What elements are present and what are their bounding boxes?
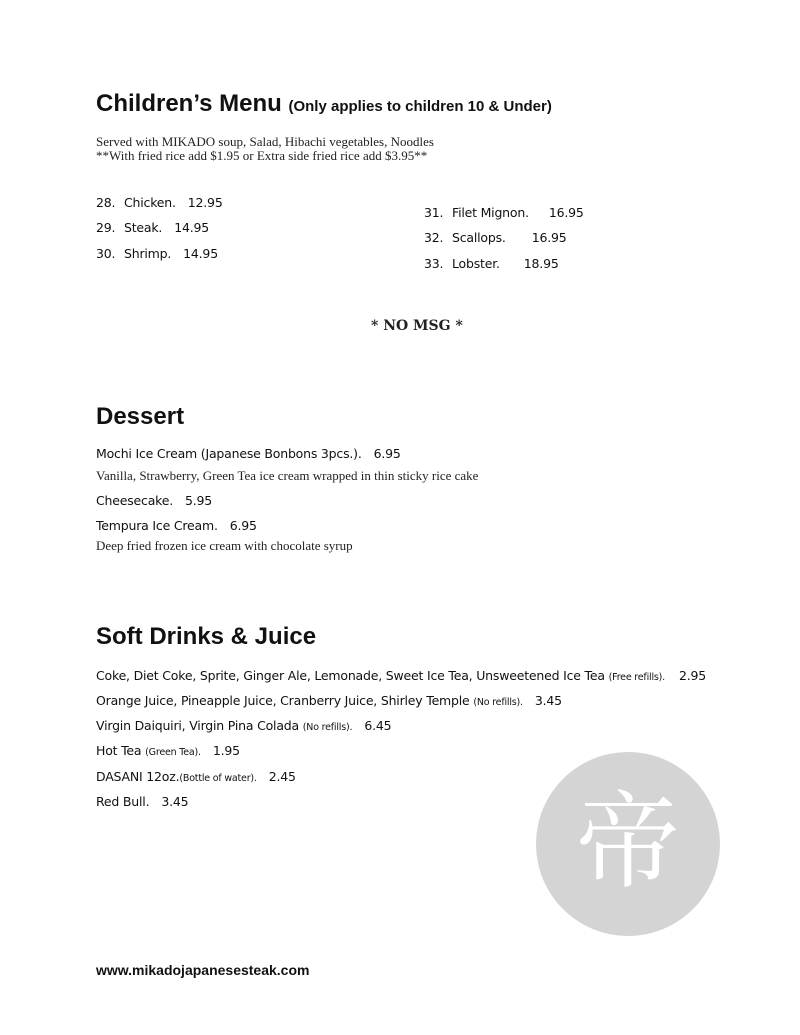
- item-number: 32.: [424, 230, 444, 245]
- item-number: 29.: [96, 220, 116, 235]
- childrens-menu-fried-rice-note: **With fried rice add $1.95 or Extra side fried rice add $3.95**: [96, 148, 428, 163]
- item-number: 28.: [96, 195, 116, 210]
- seal-glyph: 帝: [575, 781, 681, 903]
- dessert-title: Dessert: [96, 403, 185, 430]
- item-price: 12.95: [187, 195, 223, 210]
- item-name: Orange Juice, Pineapple Juice, Cranberry Juice, Shirley Temple: [96, 693, 470, 708]
- mikado-logo-seal: [536, 752, 720, 936]
- menu-item: [96, 769, 296, 784]
- no-msg-notice: * NO MSG *: [371, 318, 463, 334]
- item-note: (Free refills).: [608, 672, 665, 683]
- item-name: Red Bull.: [96, 794, 150, 809]
- item-name: Mochi Ice Cream (Japanese Bonbons 3pcs.).: [96, 446, 362, 461]
- item-price: 3.45: [534, 693, 562, 708]
- item-name: DASANI 12oz.: [96, 769, 180, 784]
- item-price: 6.95: [229, 518, 257, 533]
- menu-item: [96, 743, 240, 758]
- item-name: Scallops.: [452, 230, 506, 245]
- childrens-menu-description: Served with MIKADO soup, Salad, Hibachi vegetables, Noodles: [96, 134, 434, 149]
- item-price: 2.95: [678, 668, 707, 683]
- menu-item: [96, 446, 401, 461]
- item-price: 14.95: [183, 246, 218, 261]
- item-number: 33.: [424, 256, 444, 271]
- item-price: 14.95: [174, 220, 209, 235]
- item-name: Steak.: [124, 220, 163, 235]
- item-price: 16.95: [548, 205, 584, 220]
- item-number: 30.: [96, 246, 116, 261]
- item-price: 1.95: [212, 743, 240, 758]
- item-note: (Bottle of water).: [179, 773, 257, 784]
- menu-item: [96, 195, 223, 210]
- menu-item: [96, 220, 209, 235]
- website-url[interactable]: www.mikadojapanesesteak.com: [96, 962, 310, 978]
- item-note: (No refills).: [302, 722, 353, 733]
- item-name: Shrimp.: [124, 246, 172, 261]
- item-description: Vanilla, Strawberry, Green Tea ice cream wrapped in thin sticky rice cake: [96, 468, 479, 483]
- menu-item: [424, 230, 566, 245]
- item-price: 16.95: [531, 230, 567, 245]
- menu-item: [96, 493, 212, 508]
- menu-item: [96, 518, 257, 533]
- menu-item: [96, 668, 706, 683]
- childrens-menu-title: Children’s Menu: [96, 90, 282, 117]
- menu-item: [96, 246, 218, 261]
- childrens-menu-heading: [96, 90, 552, 118]
- item-description: Deep fried frozen ice cream with chocolate syrup: [96, 538, 353, 553]
- item-price: 3.45: [161, 794, 189, 809]
- item-price: 6.45: [364, 718, 392, 733]
- item-price: 2.45: [268, 769, 296, 784]
- item-name: Coke, Diet Coke, Sprite, Ginger Ale, Lemonade, Sweet Ice Tea, Unsweetened Ice Tea: [96, 668, 605, 683]
- item-name: Tempura Ice Cream.: [96, 518, 218, 533]
- menu-item: [96, 693, 562, 708]
- soft-drinks-title: Soft Drinks & Juice: [96, 623, 317, 650]
- item-note: (No refills).: [473, 697, 523, 708]
- item-name: Chicken.: [124, 195, 176, 210]
- item-name: Cheesecake.: [96, 493, 174, 508]
- item-name: Filet Mignon.: [452, 205, 529, 220]
- menu-item: [424, 205, 584, 220]
- item-note: (Green Tea).: [145, 747, 201, 758]
- item-name: Virgin Daiquiri, Virgin Pina Colada: [96, 718, 299, 733]
- menu-item: [96, 794, 188, 809]
- menu-item: [96, 718, 391, 733]
- item-price: 18.95: [523, 256, 559, 271]
- menu-item: [424, 256, 559, 271]
- item-name: Hot Tea: [96, 743, 142, 758]
- item-price: 6.95: [373, 446, 401, 461]
- item-number: 31.: [424, 205, 444, 220]
- item-name: Lobster.: [452, 256, 500, 271]
- childrens-menu-subtitle: (Only applies to children 10 & Under): [288, 98, 552, 115]
- item-price: 5.95: [185, 493, 213, 508]
